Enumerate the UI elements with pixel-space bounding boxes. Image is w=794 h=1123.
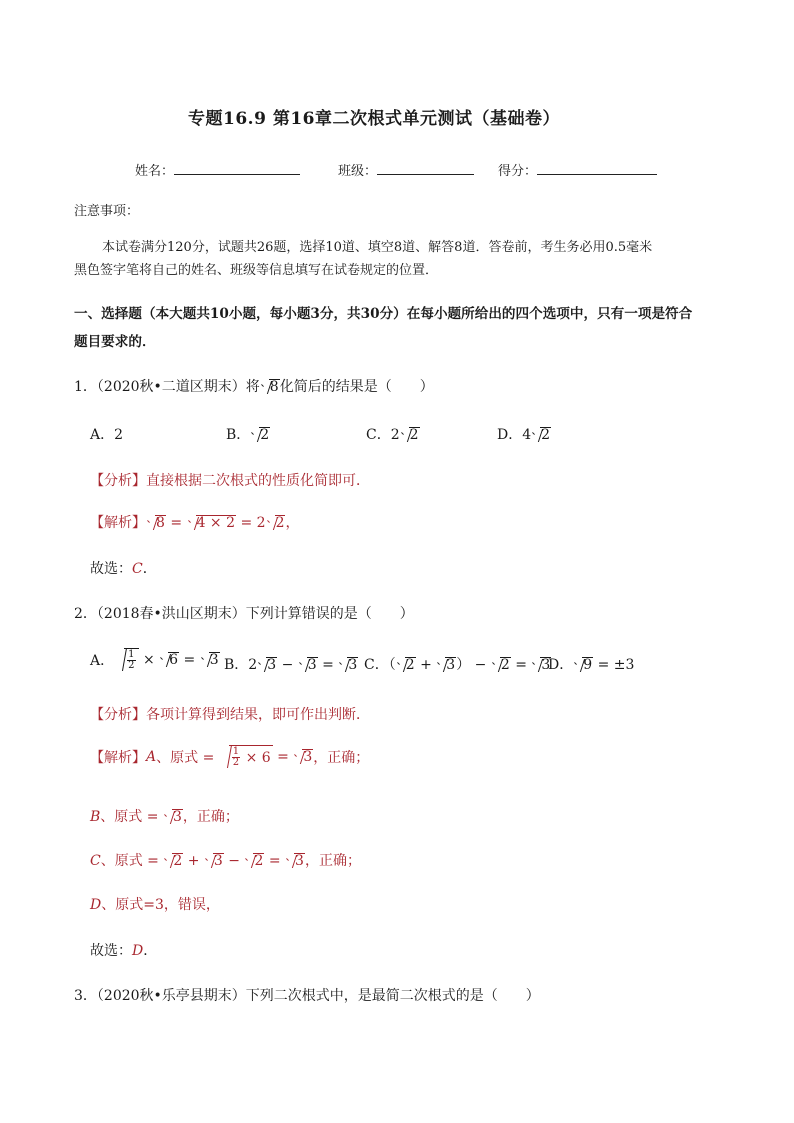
q1-option-a[interactable]: A．2 [90,427,124,443]
question-3: 3．（2020秋•乐亭县期末）下列二次根式中，是最简二次根式的是（ ） [74,988,540,1004]
sqrt-symbol: 9 [574,657,593,673]
question-1 [74,376,434,396]
solution-text: 、原式 = [156,749,219,766]
question-2: 2．（2018春•洪山区期末）下列计算错误的是（ ） [74,606,414,622]
q2-solution-b [90,806,239,826]
sqrt-symbol: 3 [201,652,220,668]
answer-label: 故选： [90,561,132,577]
math-op: − [277,657,298,673]
fraction: $\frac{1}{2}$ [128,649,135,671]
solution-text: 、原式 = [100,853,164,869]
sqrt-symbol: 2 [164,853,183,869]
sqrt-symbol [267,515,286,531]
punct: ． [142,561,157,577]
radicand: 2 [409,427,419,443]
class-info [338,160,474,179]
math-op: = [179,651,200,668]
math-op: = [264,853,286,869]
math-op: = [272,748,294,765]
punct: ． [143,943,158,959]
q2-option-a[interactable] [90,648,220,671]
score-label: 得分： [498,164,538,179]
q1-prefix: 1．（2020秋•二道区期末）将 [74,379,260,395]
radicand: 8 [156,515,165,531]
sqrt-symbol: 2 [492,657,511,673]
q2-solution-c [90,850,361,870]
solution-tag: 【解析】 [90,515,146,531]
student-info-row [135,160,300,179]
q1-analysis [90,470,370,490]
radicand: 2 [275,515,285,531]
sqrt-symbol: 3 [164,809,183,825]
sqrt-symbol: 3 [437,657,456,673]
score-field[interactable] [537,160,657,175]
option-label: C．（ [364,657,396,673]
sqrt-symbol [147,515,166,531]
math-op: = ±3 [593,657,635,673]
option-label: D． [548,657,574,673]
notice-line-2: 黑色签字笔将自己的姓名、班级等信息填写在试卷规定的位置． [74,263,439,278]
sqrt-symbol: 3 [294,749,313,765]
sqrt-symbol: 3 [258,657,277,673]
math-op: = 2 [236,515,266,531]
section-heading-line-1: 一、选择题（本大题共10小题，每小题3分，共30分）在每小题所给出的四个选项中，只有一项是符合 [74,306,693,322]
solution-text: ，正确； [304,853,361,869]
sqrt-symbol: 6 [160,652,179,668]
sqrt-symbol [188,515,236,531]
radicand: 2 [260,427,270,443]
analysis-text: 各项计算得到结果，即可作出判断． [146,707,370,723]
solution-text: 、原式=3，错误， [101,897,220,913]
answer-value: C [132,561,143,577]
q1-suffix: 化简后的结果是（ ） [279,379,434,395]
option-label: D．4 [497,427,532,443]
section-heading-line-2: 题目要求的． [74,334,156,350]
class-field[interactable] [377,160,474,175]
q1-solution [90,512,299,532]
notice-line-1: 本试卷满分120分，试题共26题，选择10道、填空8道、解答8道．答卷前，考生务必用0.5毫米 [102,240,653,255]
sqrt-symbol [114,648,138,671]
math-op: − [223,853,245,869]
q2-solution-d [90,894,220,914]
q2-option-b[interactable] [224,654,358,674]
solution-text: 、原式 = [100,809,163,825]
q2-option-c[interactable] [364,654,551,674]
analysis-text: 直接根据二次根式的性质化简即可． [146,473,370,489]
option-label: A． [90,652,115,669]
option-label: C．2 [366,427,400,443]
solution-text: ，正确； [182,809,239,825]
item-label: B [90,809,101,825]
page-title: 专题16.9 第16章二次根式单元测试（基础卷） [188,109,560,129]
sqrt-symbol: 3 [205,853,224,869]
option-label: B．2 [224,657,258,673]
item-label: D [90,897,102,913]
sqrt-symbol: 2 [397,657,416,673]
q2-solution-a [90,745,369,768]
sqrt-symbol: 2 [245,853,264,869]
answer-value: D [132,943,144,959]
answer-label: 故选： [90,943,132,959]
sqrt-symbol: 3 [286,853,305,869]
math-op: ） − [456,657,491,673]
option-label: B． [226,427,251,443]
sqrt-symbol [532,427,551,443]
math-op: × 6 [241,749,271,766]
q2-option-d[interactable] [548,654,634,674]
item-label: A [146,748,157,765]
notice-heading: 注意事项： [74,204,140,219]
sqrt-symbol: 3 [532,657,551,673]
q1-radicand: 8 [269,379,279,395]
math-op: = [165,515,187,531]
analysis-tag: 【分析】 [90,473,146,489]
q1-option-c[interactable] [366,424,420,444]
q1-option-b[interactable] [226,424,270,444]
sqrt-symbol [401,427,420,443]
math-op: + [183,853,204,869]
q2-analysis [90,704,370,724]
score-info [498,160,657,179]
analysis-tag: 【分析】 [90,707,146,723]
sqrt-symbol [251,427,270,443]
item-label: C [90,853,101,869]
name-label: 姓名： [135,164,175,179]
class-label: 班级： [338,164,378,179]
sqrt-symbol: 3 [299,657,318,673]
solution-tag: 【解析】 [90,749,146,766]
q1-option-d[interactable] [497,424,551,444]
q2-answer [90,940,157,960]
math-op: × [138,651,160,668]
math-op: = [317,657,339,673]
radicand: 2 [541,427,551,443]
sqrt-symbol [219,745,273,768]
radicand: 4 × 2 [196,515,236,531]
math-op: = [510,657,532,673]
math-op: + [415,657,437,673]
solution-text: ，正确； [313,749,370,766]
punct: ， [285,515,300,531]
fraction: $\frac{1}{2}$ [232,746,240,768]
q1-answer [90,558,157,578]
name-field[interactable] [174,160,300,175]
sqrt-symbol [261,379,280,395]
sqrt-symbol: 3 [339,657,358,673]
